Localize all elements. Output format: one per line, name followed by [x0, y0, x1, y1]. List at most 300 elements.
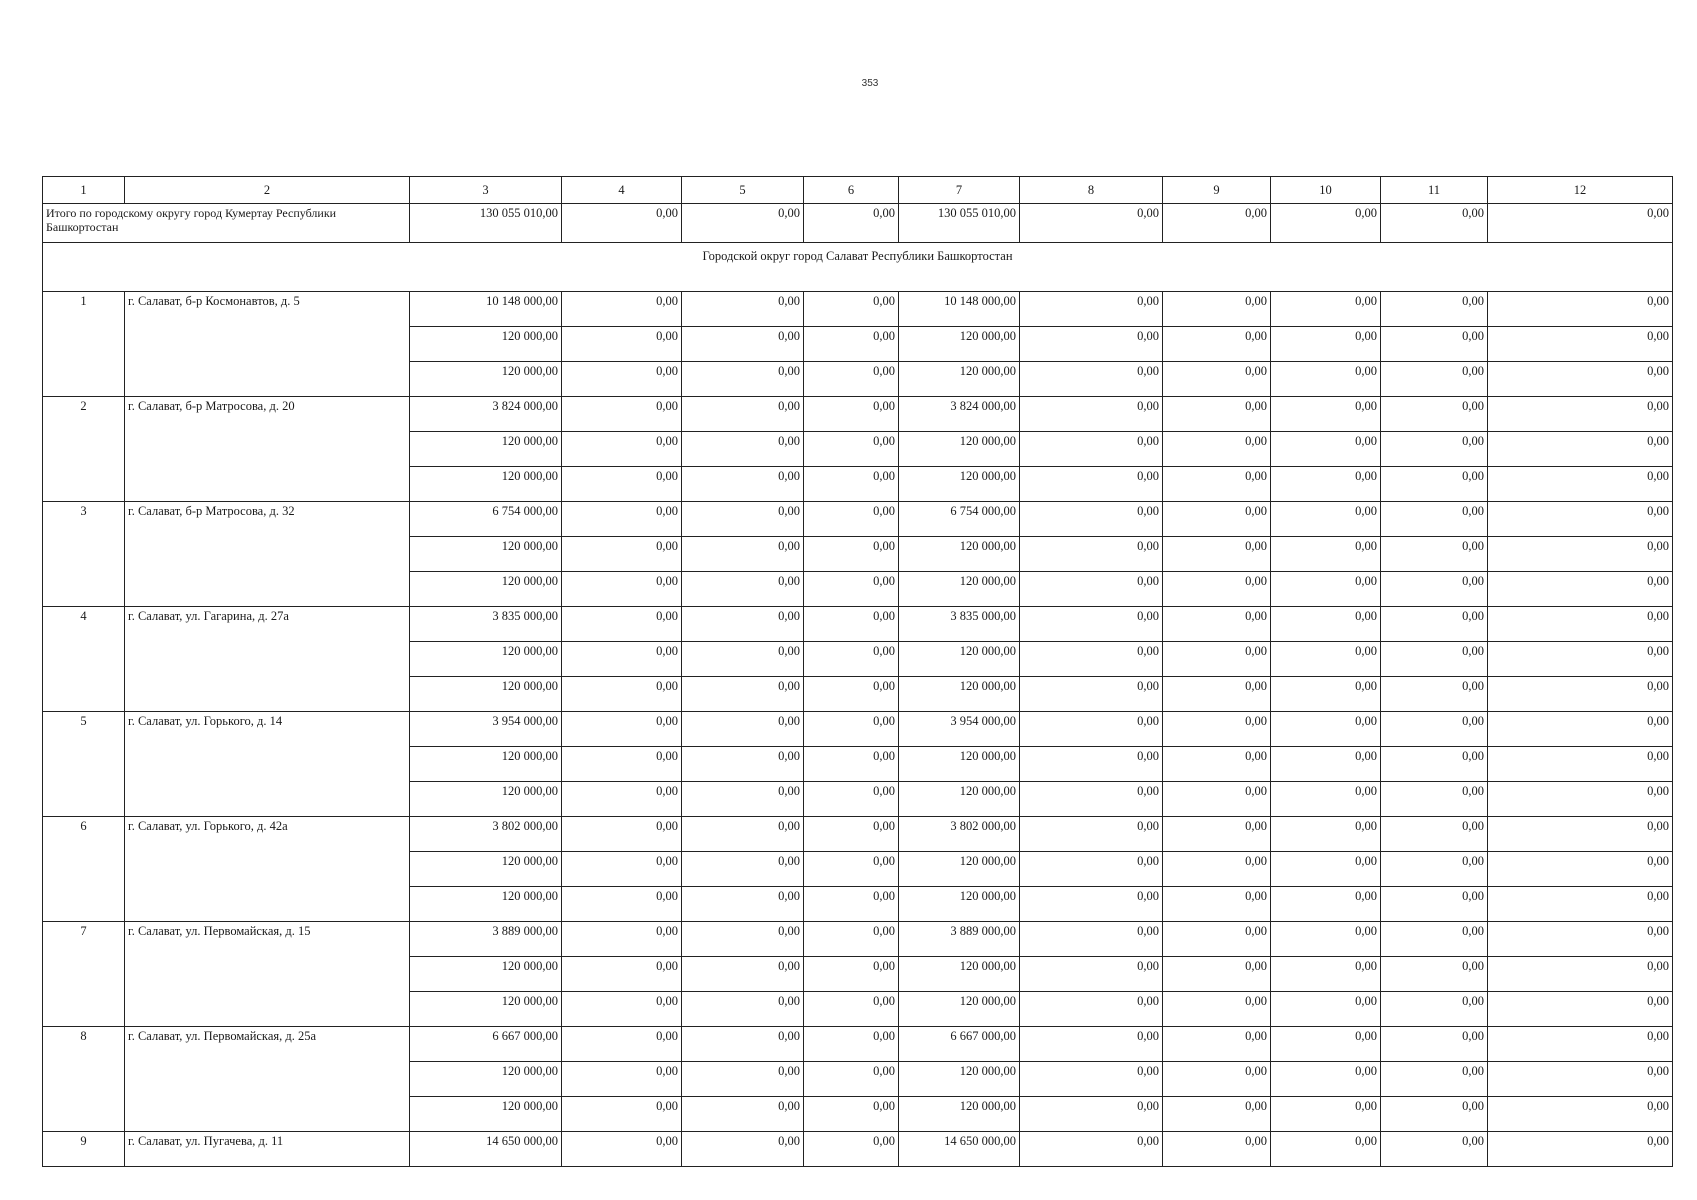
amount-cell: 120 000,00	[410, 467, 562, 502]
table-row	[43, 292, 1673, 327]
zero-cell: 0,00	[682, 712, 804, 747]
amount-cell: 14 650 000,00	[899, 1132, 1020, 1167]
zero-cell: 0,00	[682, 852, 804, 887]
zero-cell: 0,00	[1381, 852, 1488, 887]
zero-cell: 0,00	[1020, 292, 1163, 327]
zero-cell: 0,00	[804, 537, 899, 572]
zero-cell: 0,00	[562, 1062, 682, 1097]
zero-cell: 0,00	[1381, 817, 1488, 852]
zero-cell: 0,00	[682, 747, 804, 782]
zero-cell: 0,00	[1271, 677, 1381, 712]
amount-cell: 3 802 000,00	[410, 817, 562, 852]
zero-cell: 0,00	[1381, 467, 1488, 502]
zero-cell: 0,00	[1488, 502, 1673, 537]
address-cell: г. Салават, ул. Первомайская, д. 15	[125, 922, 410, 1027]
total-value: 0,00	[1381, 204, 1488, 243]
zero-cell: 0,00	[682, 292, 804, 327]
zero-cell: 0,00	[1163, 502, 1271, 537]
amount-cell: 3 824 000,00	[899, 397, 1020, 432]
zero-cell: 0,00	[1163, 817, 1271, 852]
zero-cell: 0,00	[1488, 1027, 1673, 1062]
zero-cell: 0,00	[1488, 677, 1673, 712]
zero-cell: 0,00	[1488, 712, 1673, 747]
zero-cell: 0,00	[804, 957, 899, 992]
zero-cell: 0,00	[804, 292, 899, 327]
amount-cell: 6 754 000,00	[410, 502, 562, 537]
zero-cell: 0,00	[682, 642, 804, 677]
amount-cell: 120 000,00	[410, 432, 562, 467]
zero-cell: 0,00	[1488, 1062, 1673, 1097]
zero-cell: 0,00	[562, 677, 682, 712]
amount-cell: 14 650 000,00	[410, 1132, 562, 1167]
zero-cell: 0,00	[562, 1097, 682, 1132]
amount-cell: 120 000,00	[899, 467, 1020, 502]
zero-cell: 0,00	[1488, 292, 1673, 327]
total-value: 0,00	[562, 204, 682, 243]
zero-cell: 0,00	[682, 922, 804, 957]
amount-cell: 120 000,00	[410, 992, 562, 1027]
amount-cell: 120 000,00	[410, 537, 562, 572]
column-header: 8	[1020, 177, 1163, 204]
zero-cell: 0,00	[1020, 1062, 1163, 1097]
amount-cell: 10 148 000,00	[410, 292, 562, 327]
zero-cell: 0,00	[1163, 922, 1271, 957]
total-value: 0,00	[682, 204, 804, 243]
amount-cell: 120 000,00	[899, 327, 1020, 362]
zero-cell: 0,00	[1488, 432, 1673, 467]
zero-cell: 0,00	[1381, 782, 1488, 817]
amount-cell: 120 000,00	[899, 852, 1020, 887]
zero-cell: 0,00	[1163, 1062, 1271, 1097]
zero-cell: 0,00	[682, 782, 804, 817]
table-row	[43, 817, 1673, 852]
column-header: 11	[1381, 177, 1488, 204]
zero-cell: 0,00	[682, 1062, 804, 1097]
zero-cell: 0,00	[1163, 1132, 1271, 1167]
zero-cell: 0,00	[1381, 397, 1488, 432]
zero-cell: 0,00	[682, 1027, 804, 1062]
zero-cell: 0,00	[804, 642, 899, 677]
zero-cell: 0,00	[1488, 887, 1673, 922]
zero-cell: 0,00	[562, 782, 682, 817]
zero-cell: 0,00	[1020, 397, 1163, 432]
zero-cell: 0,00	[1488, 817, 1673, 852]
amount-cell: 3 889 000,00	[899, 922, 1020, 957]
zero-cell: 0,00	[1163, 957, 1271, 992]
amount-cell: 120 000,00	[899, 572, 1020, 607]
zero-cell: 0,00	[1488, 1097, 1673, 1132]
address-cell: г. Салават, ул. Гагарина, д. 27а	[125, 607, 410, 712]
zero-cell: 0,00	[682, 957, 804, 992]
zero-cell: 0,00	[1488, 1132, 1673, 1167]
amount-cell: 120 000,00	[899, 677, 1020, 712]
zero-cell: 0,00	[804, 397, 899, 432]
zero-cell: 0,00	[1381, 1062, 1488, 1097]
zero-cell: 0,00	[562, 432, 682, 467]
zero-cell: 0,00	[1488, 572, 1673, 607]
column-header-row	[43, 177, 1673, 204]
address-cell: г. Салават, б-р Матросова, д. 20	[125, 397, 410, 502]
zero-cell: 0,00	[1020, 887, 1163, 922]
amount-cell: 120 000,00	[410, 677, 562, 712]
amount-cell: 120 000,00	[899, 432, 1020, 467]
zero-cell: 0,00	[1381, 362, 1488, 397]
zero-cell: 0,00	[682, 397, 804, 432]
zero-cell: 0,00	[1020, 957, 1163, 992]
zero-cell: 0,00	[1020, 852, 1163, 887]
zero-cell: 0,00	[1271, 957, 1381, 992]
total-value: 0,00	[804, 204, 899, 243]
zero-cell: 0,00	[1163, 327, 1271, 362]
table-body	[43, 177, 1673, 1167]
row-index: 2	[43, 397, 125, 502]
zero-cell: 0,00	[1488, 992, 1673, 1027]
zero-cell: 0,00	[1020, 1027, 1163, 1062]
zero-cell: 0,00	[682, 817, 804, 852]
zero-cell: 0,00	[1381, 432, 1488, 467]
zero-cell: 0,00	[562, 922, 682, 957]
amount-cell: 120 000,00	[899, 642, 1020, 677]
amount-cell: 120 000,00	[899, 957, 1020, 992]
zero-cell: 0,00	[1381, 712, 1488, 747]
zero-cell: 0,00	[1381, 537, 1488, 572]
zero-cell: 0,00	[804, 922, 899, 957]
zero-cell: 0,00	[682, 1132, 804, 1167]
zero-cell: 0,00	[804, 782, 899, 817]
zero-cell: 0,00	[562, 502, 682, 537]
zero-cell: 0,00	[682, 467, 804, 502]
total-row	[43, 204, 1673, 243]
zero-cell: 0,00	[1163, 712, 1271, 747]
zero-cell: 0,00	[1381, 992, 1488, 1027]
zero-cell: 0,00	[1271, 922, 1381, 957]
amount-cell: 120 000,00	[899, 1097, 1020, 1132]
zero-cell: 0,00	[562, 992, 682, 1027]
zero-cell: 0,00	[1271, 432, 1381, 467]
amount-cell: 120 000,00	[410, 572, 562, 607]
zero-cell: 0,00	[1020, 782, 1163, 817]
zero-cell: 0,00	[1381, 607, 1488, 642]
amount-cell: 120 000,00	[899, 747, 1020, 782]
zero-cell: 0,00	[562, 362, 682, 397]
table-row	[43, 607, 1673, 642]
zero-cell: 0,00	[682, 992, 804, 1027]
zero-cell: 0,00	[1020, 432, 1163, 467]
zero-cell: 0,00	[1488, 642, 1673, 677]
amount-cell: 120 000,00	[410, 747, 562, 782]
zero-cell: 0,00	[804, 432, 899, 467]
zero-cell: 0,00	[1163, 1027, 1271, 1062]
zero-cell: 0,00	[1271, 712, 1381, 747]
column-header: 12	[1488, 177, 1673, 204]
zero-cell: 0,00	[1271, 642, 1381, 677]
page-number: 353	[861, 78, 879, 89]
zero-cell: 0,00	[1020, 607, 1163, 642]
amount-cell: 6 667 000,00	[410, 1027, 562, 1062]
zero-cell: 0,00	[1271, 537, 1381, 572]
zero-cell: 0,00	[1381, 1027, 1488, 1062]
amount-cell: 120 000,00	[899, 992, 1020, 1027]
zero-cell: 0,00	[804, 712, 899, 747]
row-index: 6	[43, 817, 125, 922]
zero-cell: 0,00	[682, 327, 804, 362]
zero-cell: 0,00	[1271, 292, 1381, 327]
zero-cell: 0,00	[1020, 922, 1163, 957]
row-index: 4	[43, 607, 125, 712]
zero-cell: 0,00	[682, 362, 804, 397]
zero-cell: 0,00	[562, 1132, 682, 1167]
zero-cell: 0,00	[1381, 1097, 1488, 1132]
zero-cell: 0,00	[1163, 782, 1271, 817]
column-header: 4	[562, 177, 682, 204]
zero-cell: 0,00	[1381, 887, 1488, 922]
amount-cell: 6 667 000,00	[899, 1027, 1020, 1062]
amount-cell: 120 000,00	[899, 537, 1020, 572]
address-cell: г. Салават, ул. Горького, д. 42а	[125, 817, 410, 922]
zero-cell: 0,00	[804, 502, 899, 537]
amount-cell: 3 954 000,00	[410, 712, 562, 747]
zero-cell: 0,00	[562, 852, 682, 887]
zero-cell: 0,00	[682, 677, 804, 712]
zero-cell: 0,00	[804, 467, 899, 502]
zero-cell: 0,00	[562, 607, 682, 642]
zero-cell: 0,00	[682, 432, 804, 467]
zero-cell: 0,00	[804, 1132, 899, 1167]
zero-cell: 0,00	[804, 747, 899, 782]
total-value: 130 055 010,00	[899, 204, 1020, 243]
amount-cell: 120 000,00	[410, 327, 562, 362]
zero-cell: 0,00	[1163, 677, 1271, 712]
zero-cell: 0,00	[1488, 922, 1673, 957]
total-label: Итого по городскому округу город Кумертау Республики Башкортостан	[43, 204, 410, 243]
table-row	[43, 397, 1673, 432]
zero-cell: 0,00	[1020, 502, 1163, 537]
row-index: 5	[43, 712, 125, 817]
section-title: Городской округ город Салават Республики Башкортостан	[43, 243, 1673, 292]
zero-cell: 0,00	[1163, 747, 1271, 782]
zero-cell: 0,00	[1271, 362, 1381, 397]
amount-cell: 120 000,00	[410, 957, 562, 992]
zero-cell: 0,00	[562, 712, 682, 747]
zero-cell: 0,00	[1020, 537, 1163, 572]
zero-cell: 0,00	[1271, 1062, 1381, 1097]
zero-cell: 0,00	[1020, 572, 1163, 607]
amount-cell: 3 824 000,00	[410, 397, 562, 432]
amount-cell: 3 835 000,00	[410, 607, 562, 642]
zero-cell: 0,00	[1020, 362, 1163, 397]
row-index: 8	[43, 1027, 125, 1132]
zero-cell: 0,00	[1381, 642, 1488, 677]
address-cell: г. Салават, ул. Пугачева, д. 11	[125, 1132, 410, 1167]
zero-cell: 0,00	[804, 607, 899, 642]
address-cell: г. Салават, ул. Первомайская, д. 25а	[125, 1027, 410, 1132]
zero-cell: 0,00	[1271, 467, 1381, 502]
table-row	[43, 922, 1673, 957]
zero-cell: 0,00	[1163, 642, 1271, 677]
zero-cell: 0,00	[804, 327, 899, 362]
zero-cell: 0,00	[1271, 1027, 1381, 1062]
zero-cell: 0,00	[1163, 432, 1271, 467]
row-index: 1	[43, 292, 125, 397]
amount-cell: 120 000,00	[899, 782, 1020, 817]
address-cell: г. Салават, б-р Космонавтов, д. 5	[125, 292, 410, 397]
zero-cell: 0,00	[1381, 922, 1488, 957]
section-header-row	[43, 243, 1673, 292]
zero-cell: 0,00	[804, 817, 899, 852]
amount-cell: 6 754 000,00	[899, 502, 1020, 537]
amount-cell: 120 000,00	[410, 782, 562, 817]
zero-cell: 0,00	[1020, 1132, 1163, 1167]
table-row	[43, 502, 1673, 537]
zero-cell: 0,00	[562, 1027, 682, 1062]
zero-cell: 0,00	[1488, 747, 1673, 782]
zero-cell: 0,00	[1271, 747, 1381, 782]
zero-cell: 0,00	[1271, 1132, 1381, 1167]
zero-cell: 0,00	[1381, 957, 1488, 992]
row-index: 7	[43, 922, 125, 1027]
zero-cell: 0,00	[1488, 852, 1673, 887]
zero-cell: 0,00	[562, 292, 682, 327]
row-index: 9	[43, 1132, 125, 1167]
zero-cell: 0,00	[1271, 852, 1381, 887]
amount-cell: 120 000,00	[899, 1062, 1020, 1097]
zero-cell: 0,00	[562, 572, 682, 607]
column-header: 10	[1271, 177, 1381, 204]
total-value: 0,00	[1163, 204, 1271, 243]
amount-cell: 3 954 000,00	[899, 712, 1020, 747]
zero-cell: 0,00	[682, 572, 804, 607]
table-row	[43, 1132, 1673, 1167]
zero-cell: 0,00	[804, 677, 899, 712]
zero-cell: 0,00	[1271, 397, 1381, 432]
zero-cell: 0,00	[1163, 537, 1271, 572]
zero-cell: 0,00	[1381, 1132, 1488, 1167]
column-header: 1	[43, 177, 125, 204]
zero-cell: 0,00	[1163, 1097, 1271, 1132]
zero-cell: 0,00	[1020, 677, 1163, 712]
amount-cell: 120 000,00	[410, 887, 562, 922]
zero-cell: 0,00	[1163, 397, 1271, 432]
table-row	[43, 712, 1673, 747]
zero-cell: 0,00	[682, 537, 804, 572]
zero-cell: 0,00	[682, 887, 804, 922]
zero-cell: 0,00	[804, 1097, 899, 1132]
total-value: 0,00	[1488, 204, 1673, 243]
zero-cell: 0,00	[682, 1097, 804, 1132]
zero-cell: 0,00	[1381, 572, 1488, 607]
funding-table	[42, 176, 1673, 1167]
amount-cell: 10 148 000,00	[899, 292, 1020, 327]
zero-cell: 0,00	[1381, 677, 1488, 712]
zero-cell: 0,00	[682, 607, 804, 642]
amount-cell: 3 889 000,00	[410, 922, 562, 957]
column-header: 2	[125, 177, 410, 204]
zero-cell: 0,00	[1271, 502, 1381, 537]
amount-cell: 120 000,00	[410, 642, 562, 677]
zero-cell: 0,00	[562, 467, 682, 502]
zero-cell: 0,00	[1488, 607, 1673, 642]
zero-cell: 0,00	[1488, 957, 1673, 992]
total-value: 0,00	[1271, 204, 1381, 243]
zero-cell: 0,00	[1020, 1097, 1163, 1132]
zero-cell: 0,00	[1163, 992, 1271, 1027]
zero-cell: 0,00	[1488, 537, 1673, 572]
table-row	[43, 1027, 1673, 1062]
zero-cell: 0,00	[1381, 292, 1488, 327]
zero-cell: 0,00	[562, 747, 682, 782]
zero-cell: 0,00	[804, 887, 899, 922]
row-index: 3	[43, 502, 125, 607]
zero-cell: 0,00	[804, 362, 899, 397]
zero-cell: 0,00	[1020, 747, 1163, 782]
zero-cell: 0,00	[1271, 607, 1381, 642]
zero-cell: 0,00	[562, 537, 682, 572]
zero-cell: 0,00	[804, 1027, 899, 1062]
zero-cell: 0,00	[1271, 782, 1381, 817]
zero-cell: 0,00	[1271, 572, 1381, 607]
zero-cell: 0,00	[1488, 362, 1673, 397]
zero-cell: 0,00	[1163, 607, 1271, 642]
amount-cell: 120 000,00	[899, 362, 1020, 397]
column-header: 5	[682, 177, 804, 204]
column-header: 3	[410, 177, 562, 204]
zero-cell: 0,00	[1271, 817, 1381, 852]
zero-cell: 0,00	[1488, 467, 1673, 502]
address-cell: г. Салават, ул. Горького, д. 14	[125, 712, 410, 817]
zero-cell: 0,00	[1271, 1097, 1381, 1132]
zero-cell: 0,00	[1020, 817, 1163, 852]
amount-cell: 120 000,00	[410, 1097, 562, 1132]
zero-cell: 0,00	[1163, 362, 1271, 397]
amount-cell: 120 000,00	[899, 887, 1020, 922]
zero-cell: 0,00	[1163, 572, 1271, 607]
zero-cell: 0,00	[1163, 887, 1271, 922]
zero-cell: 0,00	[1381, 502, 1488, 537]
total-value: 130 055 010,00	[410, 204, 562, 243]
amount-cell: 120 000,00	[410, 1062, 562, 1097]
zero-cell: 0,00	[1271, 992, 1381, 1027]
zero-cell: 0,00	[804, 852, 899, 887]
column-header: 9	[1163, 177, 1271, 204]
amount-cell: 120 000,00	[410, 362, 562, 397]
zero-cell: 0,00	[804, 1062, 899, 1097]
column-header: 6	[804, 177, 899, 204]
zero-cell: 0,00	[562, 957, 682, 992]
zero-cell: 0,00	[804, 572, 899, 607]
zero-cell: 0,00	[562, 887, 682, 922]
zero-cell: 0,00	[1020, 642, 1163, 677]
zero-cell: 0,00	[562, 642, 682, 677]
zero-cell: 0,00	[1020, 992, 1163, 1027]
zero-cell: 0,00	[1020, 467, 1163, 502]
zero-cell: 0,00	[1488, 327, 1673, 362]
zero-cell: 0,00	[1488, 782, 1673, 817]
zero-cell: 0,00	[1271, 327, 1381, 362]
zero-cell: 0,00	[1163, 852, 1271, 887]
zero-cell: 0,00	[562, 397, 682, 432]
amount-cell: 3 802 000,00	[899, 817, 1020, 852]
zero-cell: 0,00	[1381, 747, 1488, 782]
column-header: 7	[899, 177, 1020, 204]
zero-cell: 0,00	[1488, 397, 1673, 432]
zero-cell: 0,00	[1020, 712, 1163, 747]
amount-cell: 3 835 000,00	[899, 607, 1020, 642]
zero-cell: 0,00	[1163, 292, 1271, 327]
zero-cell: 0,00	[562, 817, 682, 852]
zero-cell: 0,00	[682, 502, 804, 537]
amount-cell: 120 000,00	[410, 852, 562, 887]
zero-cell: 0,00	[562, 327, 682, 362]
